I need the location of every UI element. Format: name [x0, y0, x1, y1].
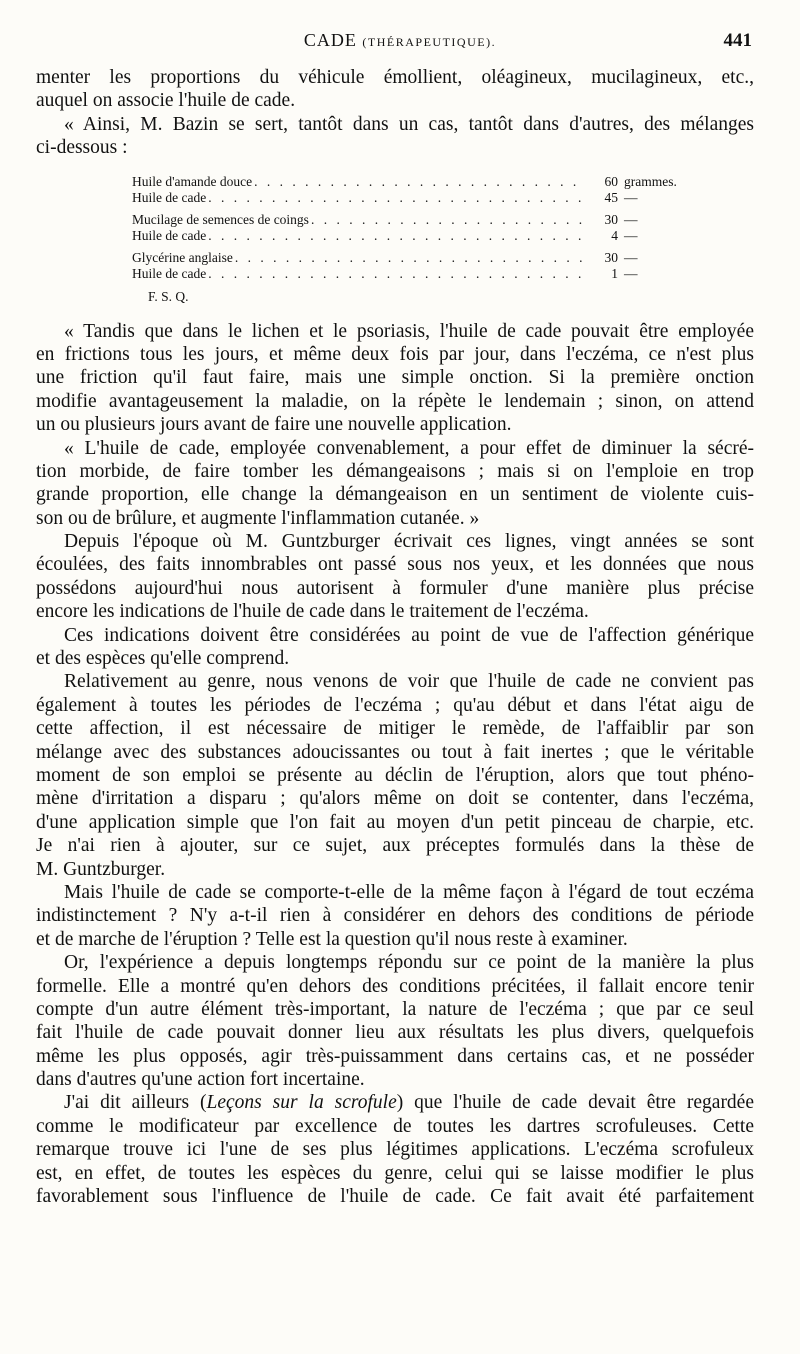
page-body — [36, 66, 754, 1208]
ingredient-row — [132, 266, 692, 282]
text-line: fait l'huile de cade pouvait donner lieu aux résultats les plus divers, quelquefois — [36, 1022, 754, 1044]
recipe-table — [132, 174, 692, 306]
text-line: « Tandis que dans le lichen et le psoriasis, l'huile de cade pouvait être employée — [64, 320, 754, 342]
text-line: Mais l'huile de cade se comporte-t-elle de la même façon à l'égard de tout eczéma — [64, 881, 754, 903]
text-line: M. Guntzburger. — [36, 858, 166, 880]
ingredient-quantity: 60 — [604, 173, 618, 189]
leader-dots — [252, 174, 584, 190]
text-line: indistinctement ? N'y a-t-il rien à considérer en dehors des conditions de période — [36, 905, 754, 927]
text-line: modifie avantageusement la maladie, on la répète le lendemain ; sinon, on attend — [36, 390, 754, 412]
running-head-title: CADE — [303, 30, 357, 50]
paragraph — [36, 670, 754, 881]
recipe-group — [132, 250, 692, 282]
text-line: un ou plusieurs jours avant de faire une nouvelle application. — [36, 414, 512, 436]
text-line: possédons aujourd'hui nous autorisent à formuler d'une manière plus précise — [36, 577, 754, 599]
text-line: Je n'ai rien à ajouter, sur ce sujet, aux préceptes formulés dans la thèse de — [36, 835, 754, 857]
ingredient-unit: — — [624, 189, 638, 205]
ingredient-unit: — — [624, 211, 638, 227]
ingredient-unit: — — [624, 227, 638, 243]
running-head — [0, 30, 800, 51]
text-line: Depuis l'époque où M. Guntzburger écrivait ces lignes, vingt années se sont — [64, 531, 754, 553]
text-line: compte d'un autre élément très-important, la nature de l'eczéma ; que par ce seul — [36, 998, 754, 1020]
ingredient-name: Huile de cade — [132, 265, 207, 281]
text-line: menter les proportions du véhicule émollient, oléagineux, mucilagineux, etc., — [36, 67, 754, 88]
text-line: également à toutes les périodes de l'eczéma ; qu'au début et dans l'état aigu de — [36, 694, 754, 716]
text-line: comme le modificateur par excellence de toutes les dartres scrofuleuses. Cette — [36, 1115, 754, 1137]
paragraph — [36, 624, 754, 671]
ingredient-quantity: 30 — [604, 211, 618, 227]
text-line: remarque trouve ici l'une de ses plus légitimes applications. L'eczéma scrofuleux — [36, 1139, 754, 1161]
leader-dots — [206, 266, 584, 282]
intro-paragraph — [36, 66, 754, 160]
ingredient-name: Huile de cade — [132, 189, 207, 205]
ingredient-name: Glycérine anglaise — [132, 249, 233, 265]
recipe-signature: F. S. Q. — [148, 288, 189, 304]
ingredient-quantity: 1 — [611, 265, 618, 281]
page-header — [0, 26, 800, 58]
text-line: même les plus opposés, agir très-puissamment dans certains cas, et ne posséder — [36, 1045, 754, 1067]
text-line: d'une application simple que l'on fait au moyen d'un petit pinceau de charpie, etc. — [36, 811, 754, 833]
text-body — [36, 320, 754, 1209]
leader-dots — [206, 228, 584, 244]
ingredient-unit: grammes. — [624, 173, 677, 189]
paragraph — [36, 881, 754, 951]
text-line: encore les indications de l'huile de cade dans le traitement de l'eczéma. — [36, 601, 589, 623]
leader-dots — [206, 190, 584, 206]
text-line: auquel on associe l'huile de cade. — [36, 90, 296, 112]
text-line: moment de son emploi se présente au déclin de l'éruption, alors que tout phéno- — [36, 764, 754, 786]
recipe-group — [132, 174, 692, 206]
ingredient-unit: — — [624, 249, 638, 265]
paragraph — [36, 951, 754, 1091]
text-line: en frictions tous les jours, et même deux fois par jour, dans l'eczéma, ce n'est plus — [36, 343, 754, 365]
text-line: dans d'autres qu'une action fort incertaine. — [36, 1069, 365, 1091]
text-line: « Ainsi, M. Bazin se sert, tantôt dans un cas, tantôt dans d'autres, des mélanges — [64, 113, 754, 135]
text-line: formelle. Elle a montré qu'en dehors des conditions précitées, il fallait encore tenir — [36, 975, 754, 997]
ingredient-row — [132, 190, 692, 206]
text-line: est, en effet, de toutes les espèces du genre, celui qui se laisse modifier le plus — [36, 1162, 754, 1184]
running-head-subtitle: (THÉRAPEUTIQUE). — [362, 35, 497, 49]
text-line: grande proportion, elle change la démangeaison en un sentiment de violente cuis- — [36, 484, 754, 506]
leader-dots — [309, 212, 584, 228]
paragraph — [36, 437, 754, 531]
ingredient-quantity: 30 — [604, 249, 618, 265]
text-line: écoulées, des faits innombrables ont passé sous nos yeux, et les données que nous — [36, 554, 754, 576]
ingredient-row — [132, 212, 692, 228]
text-line: tion morbide, de faire tomber les démangeaisons ; mais si on l'emploie en trop — [36, 460, 754, 482]
paragraph — [36, 1091, 754, 1208]
leader-dots — [233, 250, 584, 266]
text-line: et des espèces qu'elle comprend. — [36, 648, 290, 670]
text-line: ci-dessous : — [36, 137, 128, 159]
ingredient-quantity: 4 — [611, 227, 618, 243]
ingredient-row — [132, 250, 692, 266]
text-line: une friction qu'il faut faire, mais une simple onction. Si la première onction — [36, 367, 754, 389]
ingredient-name: Mucilage de semences de coings — [132, 211, 309, 227]
paragraph — [36, 530, 754, 624]
ingredient-row — [132, 174, 692, 190]
text-line: J'ai dit ailleurs (Leçons sur la scrofule) que l'huile de cade devait être regardée — [64, 1092, 754, 1114]
text-line: Relativement au genre, nous venons de voir que l'huile de cade ne convient pas — [64, 671, 754, 693]
ingredient-name: Huile de cade — [132, 227, 207, 243]
text-line: Ces indications doivent être considérées au point de vue de l'affection générique — [64, 624, 754, 646]
text-line: son ou de brûlure, et augmente l'inflammation cutanée. » — [36, 507, 480, 529]
text-line: mène d'irritation a disparu ; qu'alors même on doit se contenter, dans l'eczéma, — [36, 788, 754, 810]
recipe-group — [132, 212, 692, 244]
ingredient-name: Huile d'amande douce — [132, 173, 253, 189]
text-line: Or, l'expérience a depuis longtemps répondu sur ce point de la manière la plus — [64, 952, 754, 974]
text-line: cette affection, il est nécessaire de mitiger le remède, de l'affaiblir par son — [36, 718, 754, 740]
ingredient-unit: — — [624, 265, 638, 281]
text-line: « L'huile de cade, employée convenablement, a pour effet de diminuer la sécré- — [64, 437, 754, 459]
text-line: mélange avec des substances adoucissantes ou tout à fait inertes ; que le véritable — [36, 741, 754, 763]
page-number: 441 — [723, 30, 752, 51]
ingredient-quantity: 45 — [604, 189, 618, 205]
text-line: et de marche de l'éruption ? Telle est la question qu'il nous reste à examiner. — [36, 928, 628, 950]
paragraph — [36, 320, 754, 437]
ingredient-row — [132, 228, 692, 244]
text-line: favorablement sous l'influence de l'huile de cade. Ce fait avait été parfaitement — [36, 1186, 754, 1208]
